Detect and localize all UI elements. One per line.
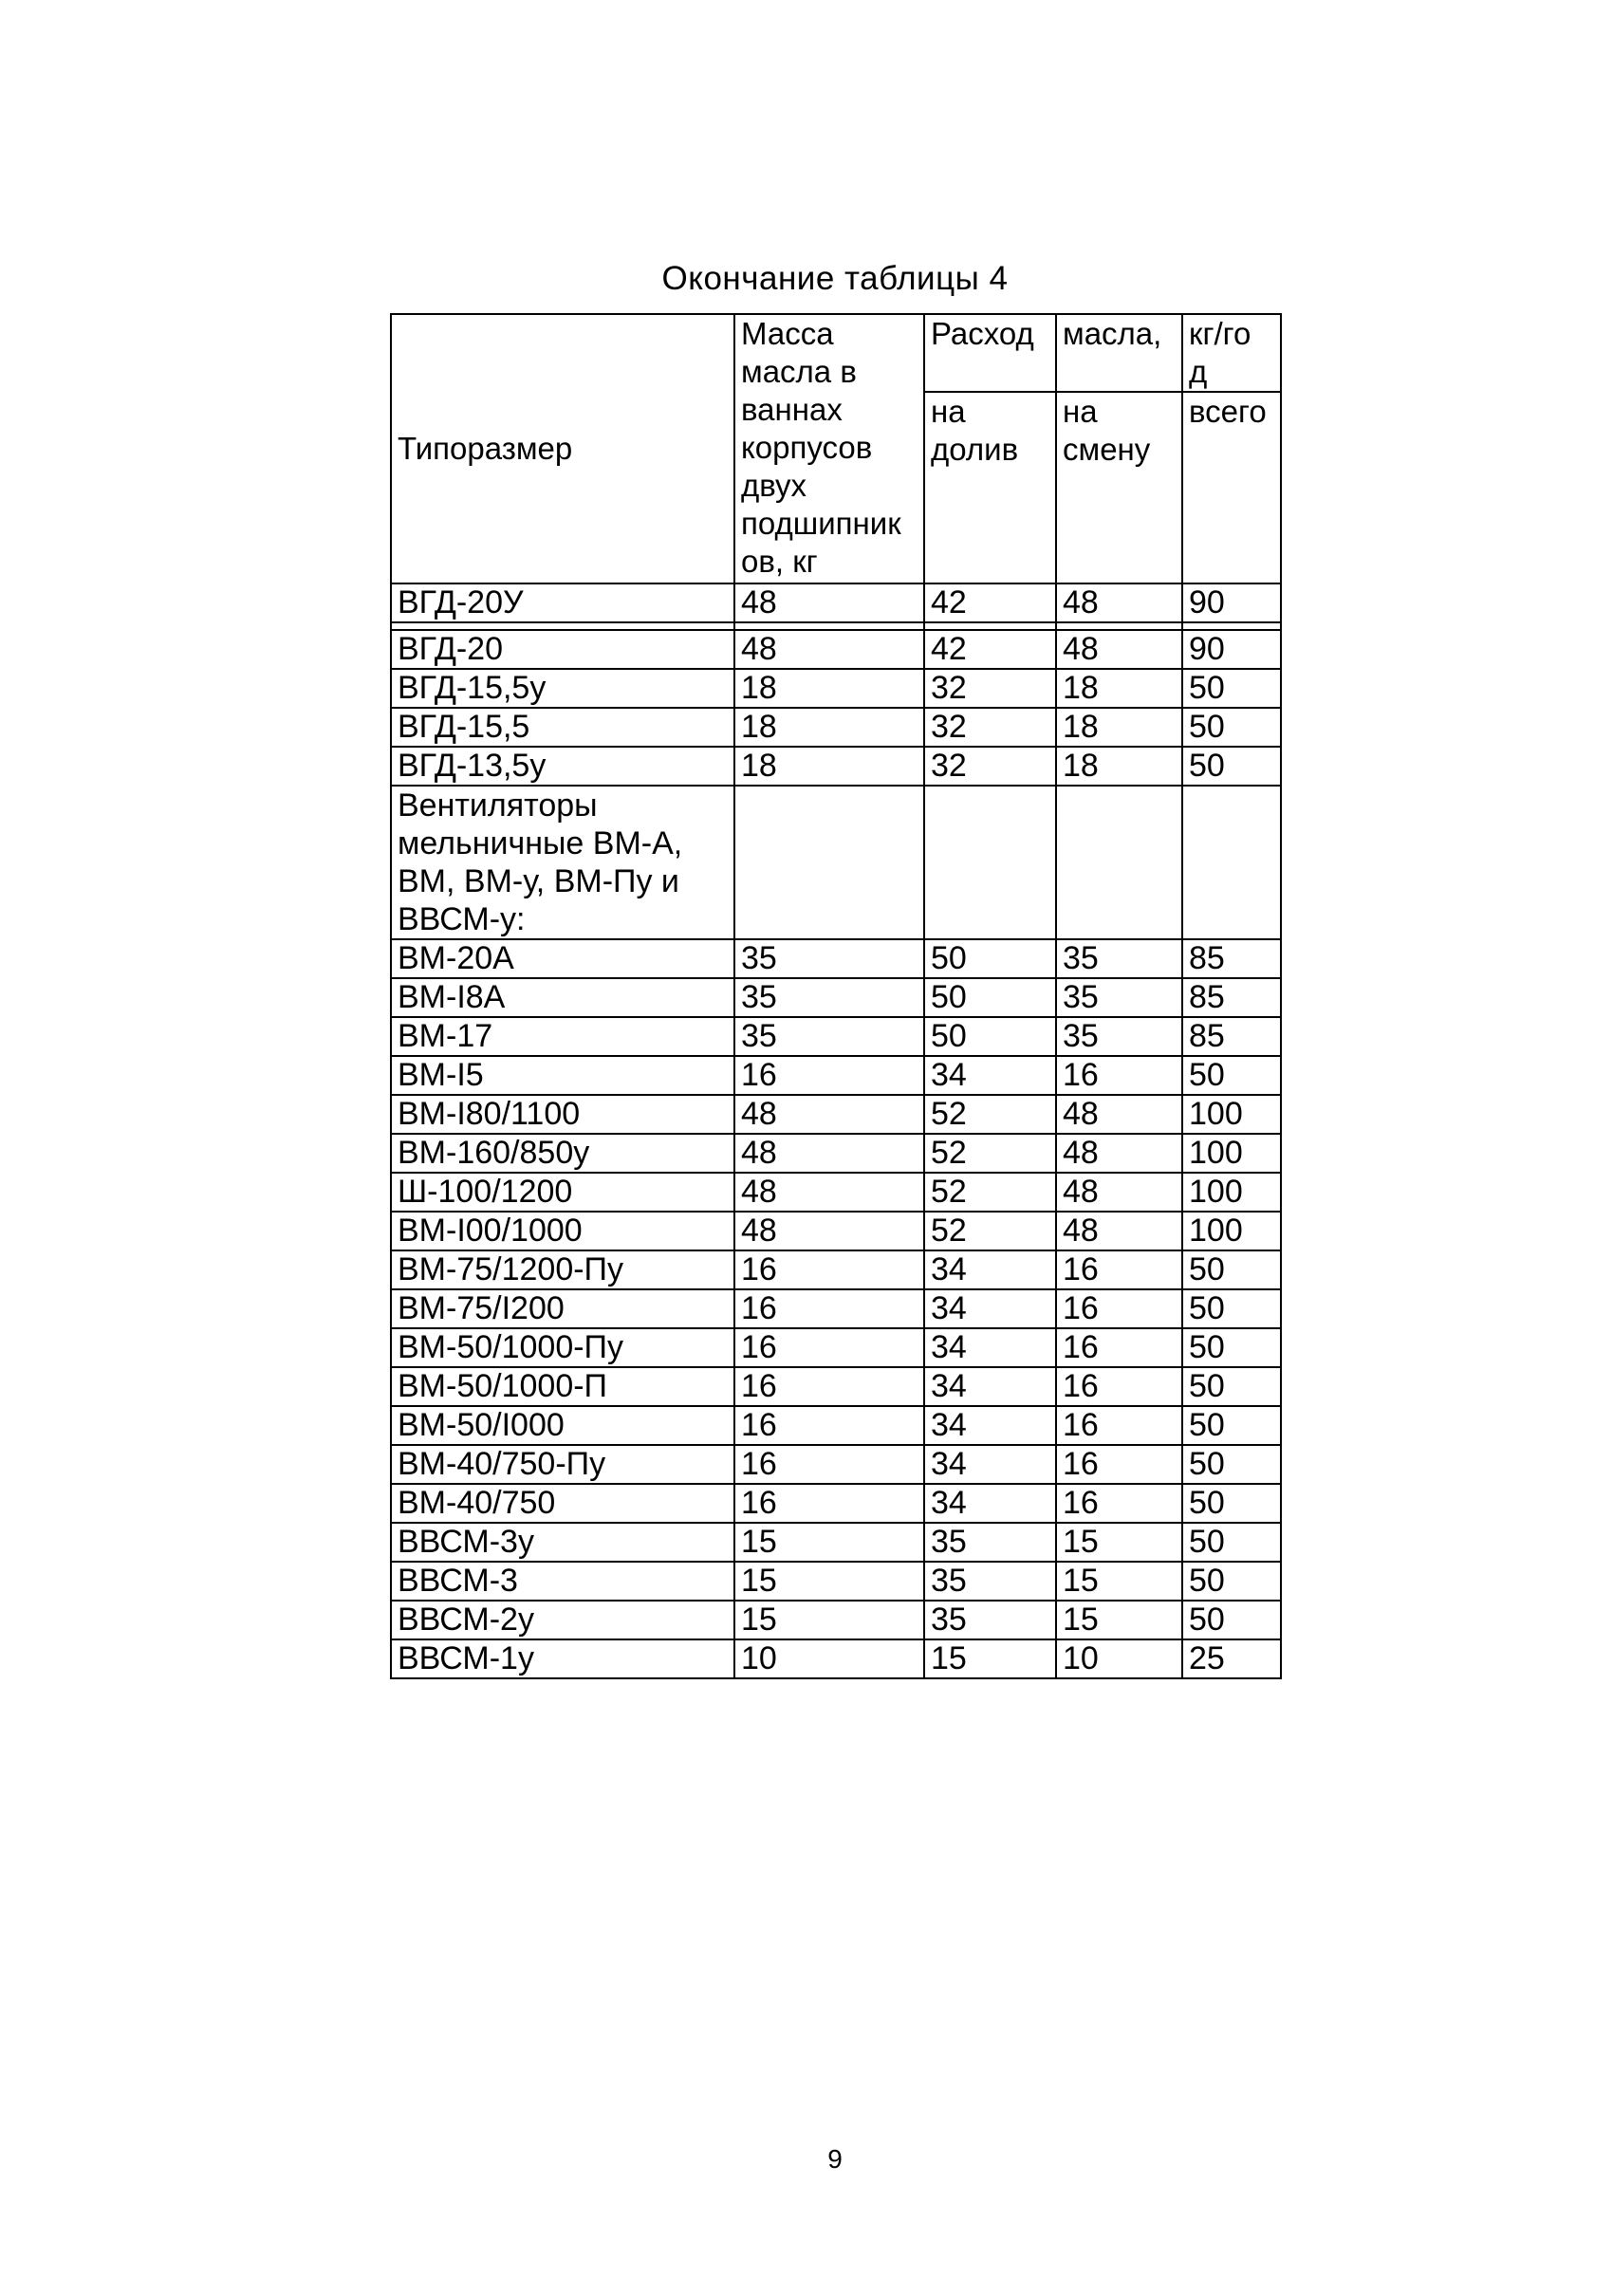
cell-change: 16 [1056,1445,1182,1484]
table-row [391,1328,1281,1367]
cell-oil-mass: 16 [734,1445,924,1484]
cell-total: 50 [1182,1250,1281,1289]
cell-total: 100 [1182,1134,1281,1173]
cell-type-size: ВМ-50/1000-П [391,1367,734,1406]
cell-type-size: ВГД-13,5у [391,747,734,786]
cell-change: 18 [1056,669,1182,708]
cell-oil-mass: 48 [734,1095,924,1134]
table-row [391,1406,1281,1445]
table-row [391,1095,1281,1134]
cell-oil-mass: 15 [734,1562,924,1601]
cell-topping: 34 [924,1367,1056,1406]
table-row [391,1601,1281,1639]
cell-topping: 42 [924,583,1056,622]
table-row [391,583,1281,622]
cell-oil-mass: 16 [734,1484,924,1523]
table-row [391,1523,1281,1562]
cell-topping: 32 [924,669,1056,708]
header-type-size [391,314,734,583]
cell-total: 50 [1182,708,1281,747]
cell-oil-mass: 15 [734,1601,924,1639]
cell-oil-mass: 16 [734,1367,924,1406]
table-row [391,630,1281,669]
cell-total: 50 [1182,747,1281,786]
cell-oil-mass: 35 [734,1017,924,1056]
cell-change: 16 [1056,1367,1182,1406]
cell-oil-mass: 18 [734,747,924,786]
table-row [391,1212,1281,1250]
cell-oil-mass: 16 [734,1056,924,1095]
cell-type-size: ВВСМ-3у [391,1523,734,1562]
table-row [391,1056,1281,1095]
cell-type-size: ВМ-160/850у [391,1134,734,1173]
cell-total: 90 [1182,583,1281,622]
table-row [391,708,1281,747]
table-row [391,747,1281,786]
cell-oil-mass: 35 [734,978,924,1017]
cell-change: 16 [1056,1328,1182,1367]
cell-change: 15 [1056,1523,1182,1562]
cell-topping: 50 [924,939,1056,978]
cell-type-size: ВМ-50/I000 [391,1406,734,1445]
cell-type-size: ВМ-17 [391,1017,734,1056]
cell-total: 90 [1182,630,1281,669]
cell-total: 100 [1182,1095,1281,1134]
table-row [391,1017,1281,1056]
header-consumption-part1: Расход [924,314,1056,392]
table-row [391,1367,1281,1406]
cell-change: 18 [1056,747,1182,786]
table-body-vgd [391,630,1281,786]
cell-total: 50 [1182,1484,1281,1523]
cell-topping: 34 [924,1289,1056,1328]
cell-type-size: ВМ-I80/1100 [391,1095,734,1134]
header-type-size-label: Типоразмер [398,431,573,466]
table-row [391,669,1281,708]
cell-topping: 34 [924,1056,1056,1095]
cell-total: 100 [1182,1173,1281,1212]
table-gap [391,622,1281,630]
cell-type-size: ВМ-I8А [391,978,734,1017]
table-row [391,1639,1281,1678]
table-row [391,1445,1281,1484]
cell-oil-mass: 15 [734,1523,924,1562]
cell-total: 50 [1182,1056,1281,1095]
cell-oil-mass: 10 [734,1639,924,1678]
cell-total: 25 [1182,1639,1281,1678]
group-label: Вентиляторы мельничные ВМ-А, ВМ, ВМ-у, ВМ-Пу и ВВСМ-у: [391,786,734,939]
cell-oil-mass: 18 [734,669,924,708]
cell-oil-mass: 48 [734,1173,924,1212]
table-body-top [391,583,1281,622]
cell-topping: 52 [924,1095,1056,1134]
cell-type-size: ВМ-40/750-Пу [391,1445,734,1484]
oil-consumption-table [390,313,1282,1679]
group-cell-empty [1056,786,1182,939]
cell-topping: 32 [924,747,1056,786]
cell-topping: 34 [924,1445,1056,1484]
table-row [391,1484,1281,1523]
cell-oil-mass: 48 [734,583,924,622]
cell-topping: 52 [924,1173,1056,1212]
cell-change: 16 [1056,1056,1182,1095]
header-total: всего [1182,392,1281,583]
cell-topping: 52 [924,1212,1056,1250]
cell-topping: 35 [924,1601,1056,1639]
cell-total: 50 [1182,1445,1281,1484]
cell-change: 35 [1056,1017,1182,1056]
cell-type-size: ВМ-20А [391,939,734,978]
table-row [391,1289,1281,1328]
table-group [391,786,1281,939]
header-consumption-part2: масла, [1056,314,1182,392]
cell-change: 16 [1056,1289,1182,1328]
cell-change: 48 [1056,583,1182,622]
cell-topping: 52 [924,1134,1056,1173]
cell-change: 48 [1056,630,1182,669]
cell-topping: 34 [924,1406,1056,1445]
cell-topping: 34 [924,1484,1056,1523]
cell-total: 50 [1182,1406,1281,1445]
table-caption: Окончание таблицы 4 [661,260,1009,297]
cell-oil-mass: 16 [734,1328,924,1367]
cell-topping: 50 [924,1017,1056,1056]
cell-oil-mass: 16 [734,1289,924,1328]
cell-change: 16 [1056,1484,1182,1523]
cell-total: 85 [1182,978,1281,1017]
cell-topping: 34 [924,1250,1056,1289]
cell-type-size: ВВСМ-1у [391,1639,734,1678]
cell-type-size: ВГД-15,5 [391,708,734,747]
cell-total: 50 [1182,1289,1281,1328]
cell-type-size: Ш-100/1200 [391,1173,734,1212]
header-topping: на долив [924,392,1056,583]
table-row [391,1134,1281,1173]
table-body-vm [391,939,1281,1678]
cell-change: 48 [1056,1095,1182,1134]
cell-topping: 42 [924,630,1056,669]
cell-type-size: ВВСМ-2у [391,1601,734,1639]
cell-total: 50 [1182,1367,1281,1406]
cell-type-size: ВГД-20 [391,630,734,669]
cell-change: 15 [1056,1562,1182,1601]
cell-total: 85 [1182,1017,1281,1056]
group-cell-empty [734,786,924,939]
table-row [391,1250,1281,1289]
page-number: 9 [827,2144,843,2174]
cell-type-size: ВМ-50/1000-Пу [391,1328,734,1367]
cell-type-size: ВМ-75/I200 [391,1289,734,1328]
header-change: на смену [1056,392,1182,583]
cell-oil-mass: 35 [734,939,924,978]
cell-total: 50 [1182,1523,1281,1562]
cell-oil-mass: 16 [734,1406,924,1445]
cell-topping: 35 [924,1523,1056,1562]
table-row [391,939,1281,978]
group-cell-empty [1182,786,1281,939]
cell-change: 16 [1056,1406,1182,1445]
cell-topping: 34 [924,1328,1056,1367]
cell-change: 15 [1056,1601,1182,1639]
header-oil-mass: Масса масла в ваннах корпусов двух подшипник ов, кг [734,314,924,583]
cell-change: 10 [1056,1639,1182,1678]
cell-total: 50 [1182,669,1281,708]
cell-topping: 50 [924,978,1056,1017]
cell-oil-mass: 48 [734,630,924,669]
cell-topping: 35 [924,1562,1056,1601]
cell-total: 100 [1182,1212,1281,1250]
cell-oil-mass: 18 [734,708,924,747]
cell-oil-mass: 48 [734,1212,924,1250]
table-row [391,1562,1281,1601]
header-consumption-part3: кг/го д [1182,314,1281,392]
cell-total: 50 [1182,1562,1281,1601]
cell-total: 50 [1182,1328,1281,1367]
group-cell-empty [924,786,1056,939]
cell-total: 85 [1182,939,1281,978]
cell-type-size: ВМ-I00/1000 [391,1212,734,1250]
cell-total: 50 [1182,1601,1281,1639]
cell-topping: 15 [924,1639,1056,1678]
cell-topping: 32 [924,708,1056,747]
cell-change: 18 [1056,708,1182,747]
cell-type-size: ВМ-40/750 [391,1484,734,1523]
cell-change: 48 [1056,1212,1182,1250]
cell-change: 48 [1056,1173,1182,1212]
cell-change: 48 [1056,1134,1182,1173]
table-row [391,1173,1281,1212]
cell-oil-mass: 48 [734,1134,924,1173]
cell-change: 16 [1056,1250,1182,1289]
cell-oil-mass: 16 [734,1250,924,1289]
cell-type-size: ВГД-20У [391,583,734,622]
cell-type-size: ВВСМ-3 [391,1562,734,1601]
table-row [391,978,1281,1017]
cell-change: 35 [1056,978,1182,1017]
cell-type-size: ВМ-I5 [391,1056,734,1095]
cell-change: 35 [1056,939,1182,978]
cell-type-size: ВМ-75/1200-Пу [391,1250,734,1289]
group-row [391,786,1281,939]
cell-type-size: ВГД-15,5у [391,669,734,708]
